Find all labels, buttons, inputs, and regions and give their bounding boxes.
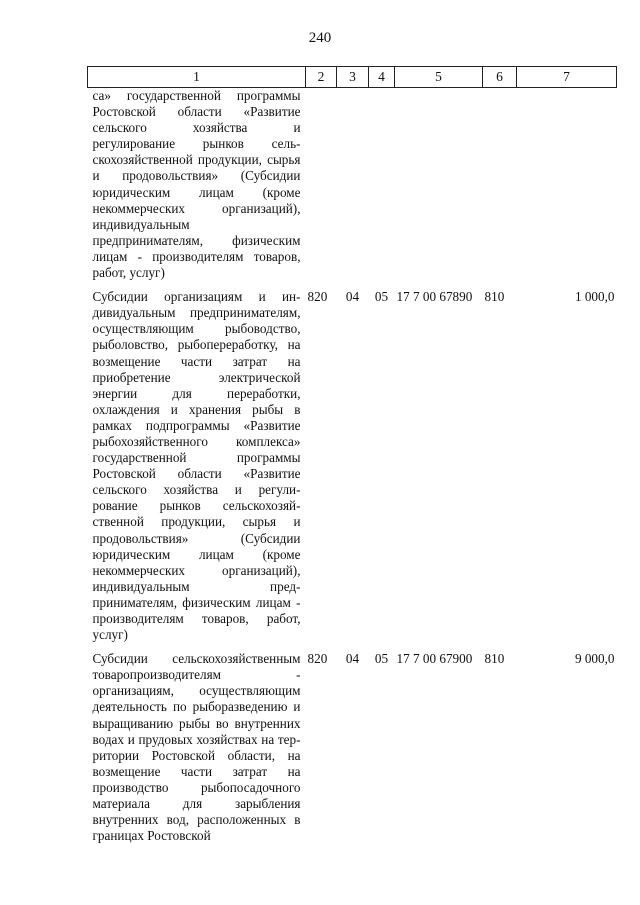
row-admin-code xyxy=(306,88,337,290)
row-description: са» государственной программы Ростовской области «Развитие сельского хозяйства и регулирование рынков сельскохозяйственной продукции, сырья и продовольствия» (Субсидии юридическим лицам (кроме некоммерческих организаций), индивидуальным предпринимателям, физическим лицам - производителям товаров, работ, услуг) xyxy=(92,88,301,281)
table-row xyxy=(88,289,617,651)
row-admin-code: 820 xyxy=(307,651,328,667)
row-admin-code: 820 xyxy=(307,289,328,305)
header-row xyxy=(88,67,617,88)
row-expense-type xyxy=(483,88,517,290)
header-col-6: 6 xyxy=(483,67,517,88)
header-col-1: 1 xyxy=(88,67,306,88)
page-number: 240 xyxy=(308,30,332,46)
table-row xyxy=(88,651,617,844)
header-col-3: 3 xyxy=(337,67,369,88)
row-amount xyxy=(517,88,617,290)
table-header xyxy=(88,67,617,88)
row-description: Субсидии сельскохозяйственным товаропроизводителям - организациям, осуществляющим деятельность по рыборазведению и выращиванию рыбы во внутренних водах и прудовых хозяйствах на территории Ростовской области, на возмещение части затрат на производство рыбопосадочного материала для зарыбления внутренних вод, расположенных в границах Ростовской xyxy=(92,651,301,844)
row-amount: 9 000,0 xyxy=(574,651,615,667)
row-section-code: 04 xyxy=(345,651,360,667)
budget-table xyxy=(87,66,617,844)
row-expense-type: 810 xyxy=(484,651,505,667)
row-subsection-code: 05 xyxy=(374,651,389,667)
row-subsection-code xyxy=(369,88,395,290)
header-col-5: 5 xyxy=(395,67,483,88)
row-section-code xyxy=(337,88,369,290)
table-row xyxy=(88,88,617,290)
row-expense-type: 810 xyxy=(484,289,505,305)
row-target-article: 17 7 00 67900 xyxy=(396,651,473,667)
row-subsection-code: 05 xyxy=(374,289,389,305)
header-col-7: 7 xyxy=(517,67,617,88)
row-section-code: 04 xyxy=(345,289,360,305)
header-col-4: 4 xyxy=(369,67,395,88)
row-amount: 1 000,0 xyxy=(574,289,615,305)
row-target-article: 17 7 00 67890 xyxy=(396,289,473,305)
header-col-2: 2 xyxy=(306,67,337,88)
row-description: Субсидии организациям и индивидуальным предпринимателям, осуществляющим рыбоводство, рыболовство, рыбопереработку, на возмещение части затрат на приобретение электрической энергии для переработки, охлаждения и хранения рыбы в рамках подпрограммы «Развитие рыбохозяйственного комплекса» государственной программы Ростовской области «Развитие сельского хозяйства и регулирование рынков сельскохозяйственной продукции, сырья и продовольствия» (Субсидии юридическим лицам (кроме некоммерческих организаций), индивидуальным предпринимателям, физическим лицам - производителям товаров, работ, услуг) xyxy=(92,289,301,643)
row-target-article xyxy=(395,88,483,290)
